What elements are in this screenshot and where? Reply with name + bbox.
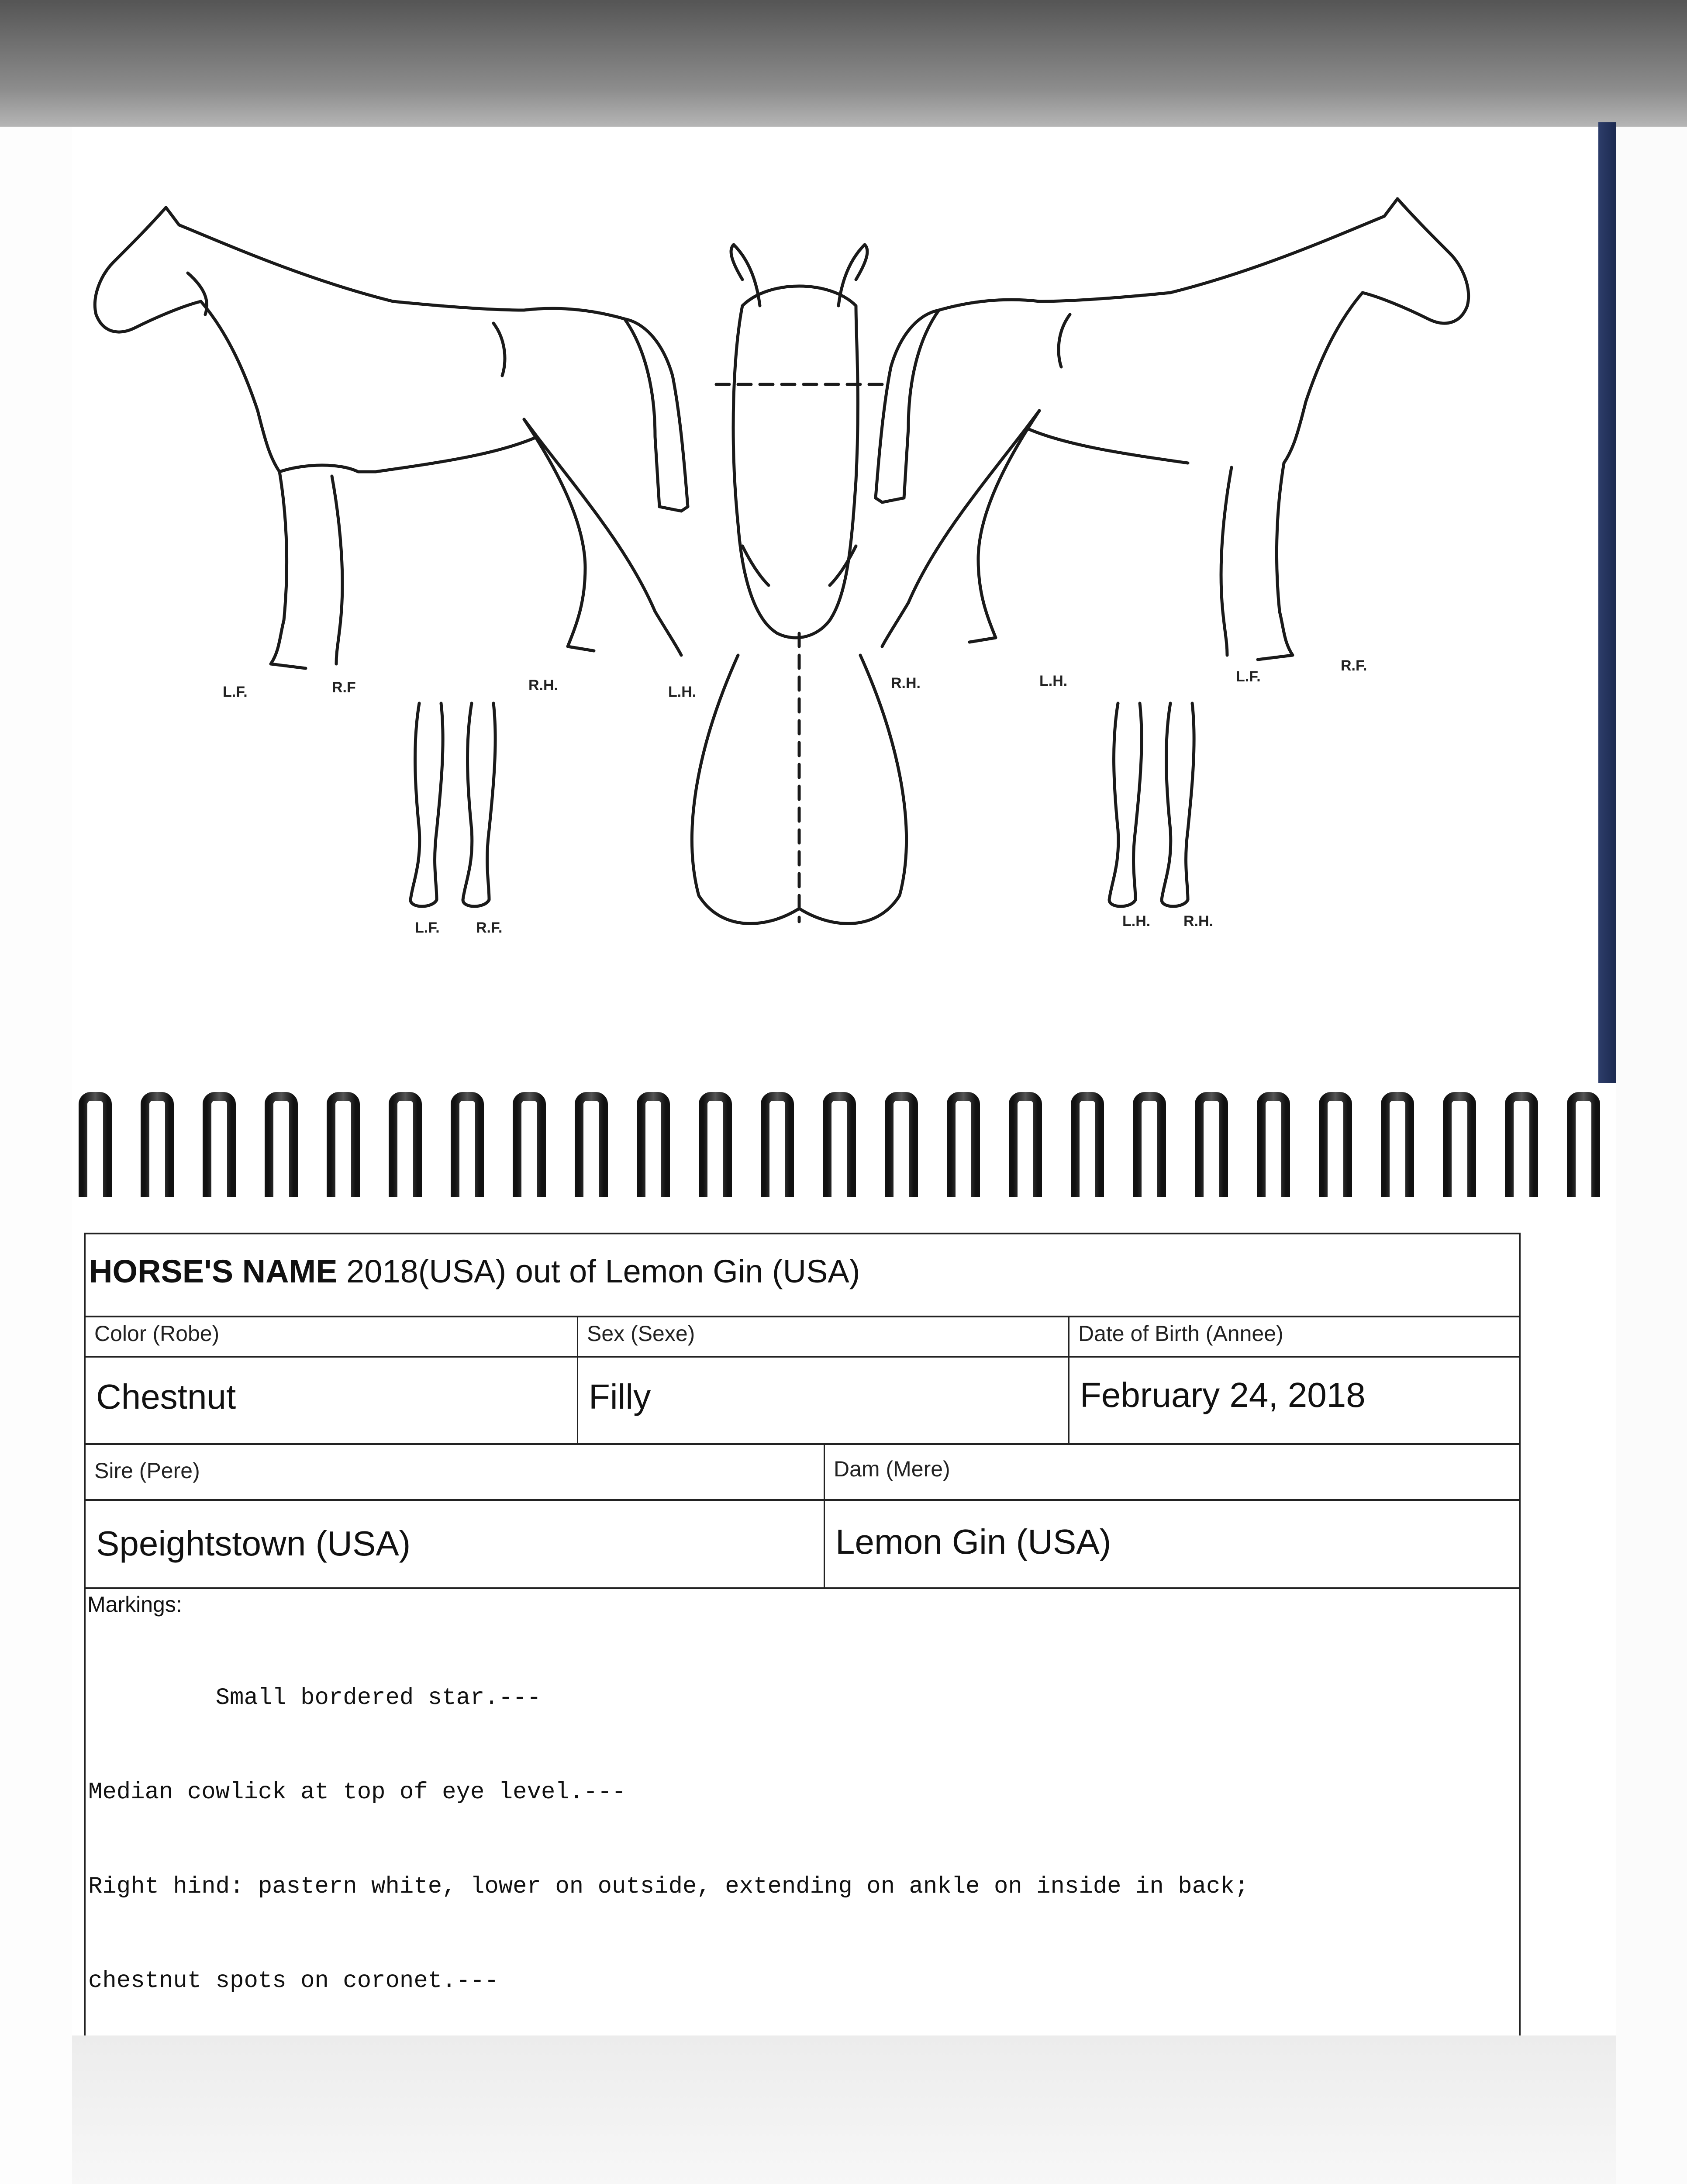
markings-line: chestnut spots on coronet.--- [88,1968,499,1994]
row-labels-2 [86,1443,1519,1501]
title-row [86,1233,1519,1317]
dam-value: Lemon Gin (USA) [835,1522,1111,1561]
label-left-hind-2: L.H. [1039,673,1068,689]
sex-label: Sex (Sexe) [587,1321,695,1346]
dob-value: February 24, 2018 [1080,1375,1366,1414]
dob-label: Date of Birth (Annee) [1078,1321,1283,1346]
dob-label-cell [1068,1317,1519,1358]
markings-line: Small bordered star.--- [88,1685,541,1711]
next-page-edge [72,2035,1616,2184]
color-label: Color (Robe) [94,1321,220,1346]
label-left-hind-detail: L.H. [1122,913,1151,930]
dob-value-cell [1068,1358,1519,1445]
dam-value-cell [824,1501,1519,1589]
label-right-hind-detail: R.H. [1183,913,1213,930]
row-labels-1 [86,1316,1519,1358]
dam-label: Dam (Mere) [834,1457,950,1481]
color-value: Chestnut [96,1377,236,1416]
sire-value-cell [86,1501,824,1589]
dam-label-cell [824,1445,1519,1501]
title-pedigree: 2018(USA) out of Lemon Gin (USA) [337,1253,860,1289]
row-values-1 [86,1356,1519,1445]
form-title [89,1253,860,1290]
label-left-front-detail: L.F. [415,919,440,936]
sire-value: Speightstown (USA) [96,1524,411,1563]
label-right-hind: R.H. [528,677,558,694]
sire-label-cell [86,1445,824,1501]
label-right-front: R.F [332,679,356,696]
label-left-front-2: L.F. [1236,668,1261,685]
markings-line: Median cowlick at top of eye level.--- [88,1779,626,1806]
markings-label: Markings: [87,1592,182,1617]
row-values-2 [86,1499,1519,1589]
label-left-hind: L.H. [668,684,697,700]
markings-row [86,1587,1519,2040]
label-right-front-2: R.F. [1341,657,1367,674]
color-label-cell [86,1317,577,1358]
label-left-front: L.F. [223,684,248,700]
label-right-hind-2: R.H. [891,675,921,691]
color-value-cell [86,1358,577,1445]
markings-line: Right hind: pastern white, lower on outside, extending on ankle on inside in back; [88,1873,1249,1900]
label-right-front-detail: R.F. [476,919,503,936]
sex-value: Filly [589,1377,651,1416]
horse-identification-form [84,1233,1521,2039]
horse-name: HORSE'S NAME [89,1253,338,1289]
sex-value-cell [577,1358,1068,1445]
sex-label-cell [577,1317,1068,1358]
sire-label: Sire (Pere) [94,1458,200,1483]
